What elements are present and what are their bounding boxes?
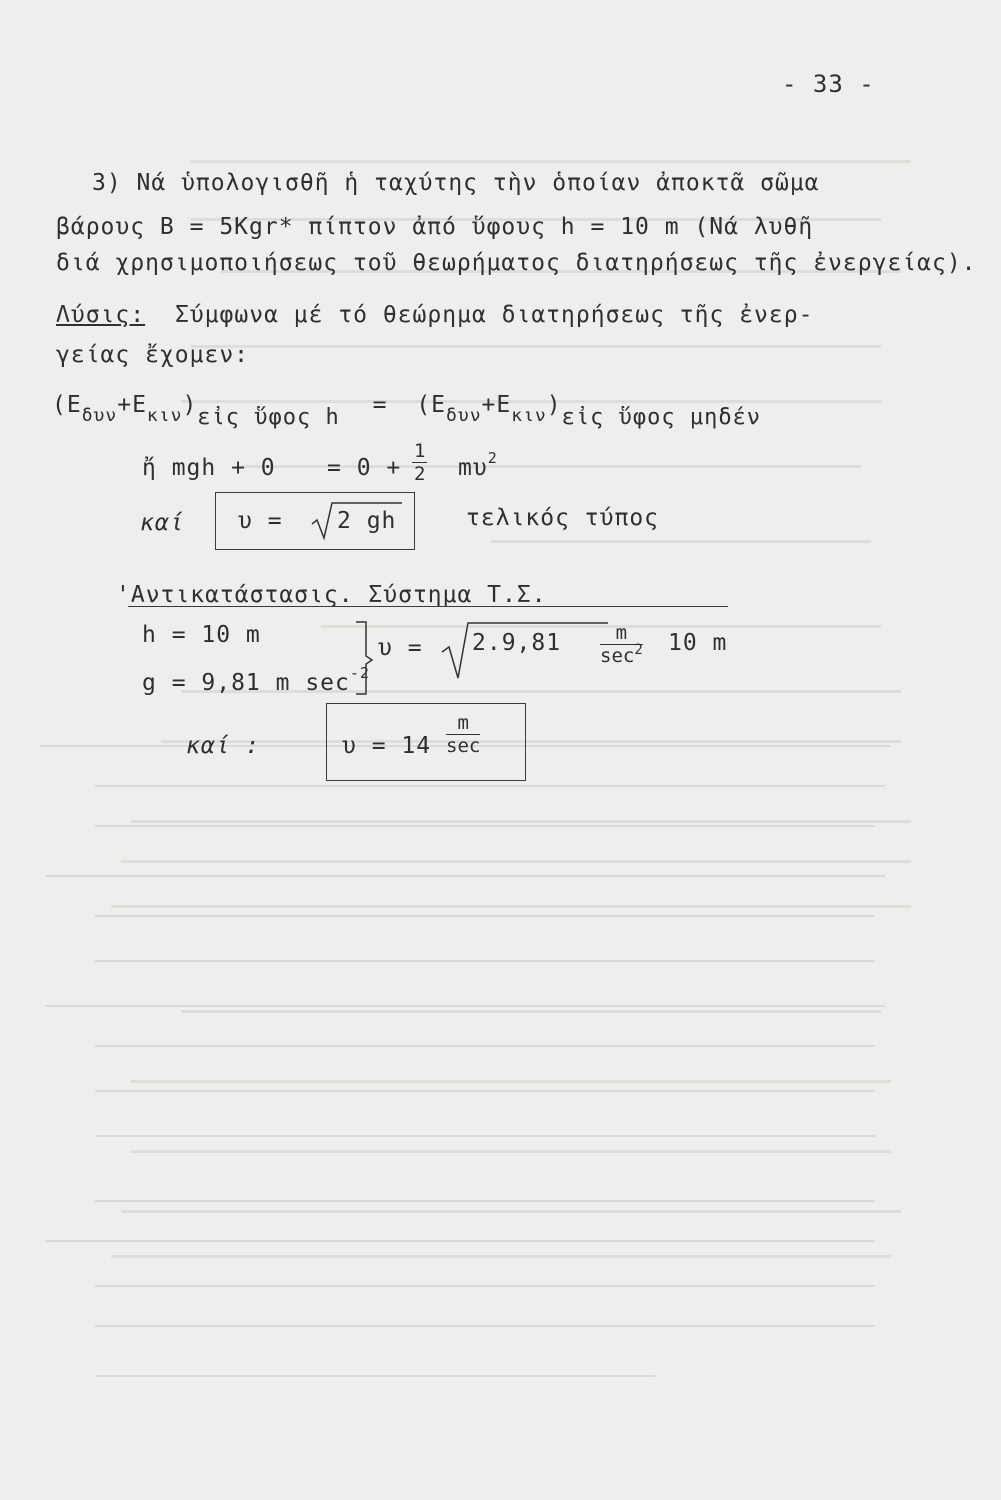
bleed-line (111, 1255, 891, 1258)
bleed-line (95, 1375, 655, 1377)
solution-label: Λύσις: (56, 302, 146, 328)
heading-underline (128, 606, 728, 607)
bleed-line (95, 1135, 875, 1137)
u-equals: υ = (378, 635, 423, 661)
bleed-line (191, 160, 911, 163)
formula-lhs: υ = (238, 508, 283, 534)
right-brace (349, 618, 374, 698)
g-value (142, 664, 370, 696)
final-formula-label: τελικός τύπος (466, 505, 660, 531)
solution-line-1: Σύμφωνα μέ τό θεώρημα διατηρήσεως τῆς ἐνερ- (175, 302, 814, 328)
unit-numerator: m (600, 622, 643, 645)
unit-fraction (600, 622, 643, 669)
eq-right-close: ) (546, 392, 562, 418)
substitution-heading: 'Αντικατάστασις. Σύστημα Τ.Σ. (116, 582, 547, 608)
bleed-line (95, 1200, 875, 1202)
eq-right-open: (E (416, 392, 447, 418)
result-expression: υ = 14 (342, 733, 432, 759)
mv-squared (458, 449, 498, 481)
bleed-line (121, 860, 911, 863)
bleed-line (95, 785, 885, 787)
problem-line-1: 3) Νά ὑπολογισθῆ ἡ ταχύτης τὴν ὁποίαν ἀποκτᾶ σῶμα (92, 170, 820, 196)
unit-denominator: sec (600, 645, 635, 667)
mgh-equals: = 0 + (327, 455, 402, 481)
bleed-line (45, 1240, 875, 1242)
fraction-denominator: 2 (414, 463, 426, 485)
unit-denominator-wrap (600, 642, 643, 669)
bleed-line (161, 740, 901, 743)
bleed-line (131, 820, 911, 823)
eq-right-sub-dyn: δυν (446, 405, 482, 426)
root-expression: 2.9,81 (472, 630, 562, 656)
unit-den-exponent: 2 (634, 642, 643, 658)
g-exponent: -2 (349, 664, 370, 682)
result-unit-numerator: m (446, 712, 480, 735)
eq-left-where: εἰς ὕφος h (197, 405, 340, 430)
eq-left-open: (E (52, 392, 82, 418)
eq-right-sub-kin: κιν (511, 405, 547, 426)
bleed-line (491, 540, 871, 543)
solution-line-2: γείας ἔχομεν: (56, 342, 250, 368)
bleed-line (121, 1210, 901, 1213)
problem-line-2: βάρους Β = 5Kgr* πίπτον ἀπό ὕφους h = 10 m (Νά λυθῆ (56, 214, 814, 240)
bleed-line (95, 1045, 875, 1047)
mv-term: mυ (458, 455, 488, 481)
fraction-numerator: 1 (414, 440, 426, 462)
kai-label: καί (140, 510, 185, 536)
energy-equation (52, 392, 762, 430)
bleed-line (95, 1285, 875, 1287)
bleed-line (95, 1090, 875, 1092)
mv-exponent: 2 (487, 449, 498, 467)
bleed-line (45, 1005, 885, 1007)
eq-left-sub-kin: κιν (146, 405, 183, 426)
bleed-line (95, 960, 875, 962)
bleed-line (111, 905, 911, 908)
bleed-line (45, 875, 885, 877)
bleed-line (131, 1080, 891, 1083)
result-unit-fraction (446, 712, 480, 757)
eq-equals: = (372, 392, 388, 418)
result-unit-denominator: sec (446, 735, 481, 757)
h-value: h = 10 m (142, 622, 261, 648)
bleed-line (131, 1150, 891, 1153)
mgh-left: ἤ mgh + 0 (142, 455, 276, 481)
bleed-line (191, 345, 881, 348)
tail-value: 10 m (668, 630, 728, 656)
g-main: g = 9,81 m sec (142, 670, 350, 696)
result-kai-label: καί : (186, 733, 261, 759)
bleed-line (95, 1325, 875, 1327)
problem-line-3: διά χρησιμοποιήσεως τοῦ θεωρήματος διατηρήσεως τῆς ἐνεργείας). (56, 250, 977, 276)
page-number: - 33 - (782, 70, 875, 98)
eq-left-sub-dyn: δυν (81, 405, 118, 426)
eq-left-plus: +E (117, 392, 147, 418)
eq-right-plus: +E (481, 392, 512, 418)
eq-left-close: ) (182, 392, 198, 418)
formula-radicand: 2 gh (337, 508, 397, 534)
bleed-line (95, 825, 875, 827)
eq-right-where: εἰς ὕφος μηδέν (561, 405, 762, 430)
bleed-line (181, 1010, 881, 1013)
fraction-one-half (412, 440, 427, 485)
bleed-line (95, 915, 875, 917)
